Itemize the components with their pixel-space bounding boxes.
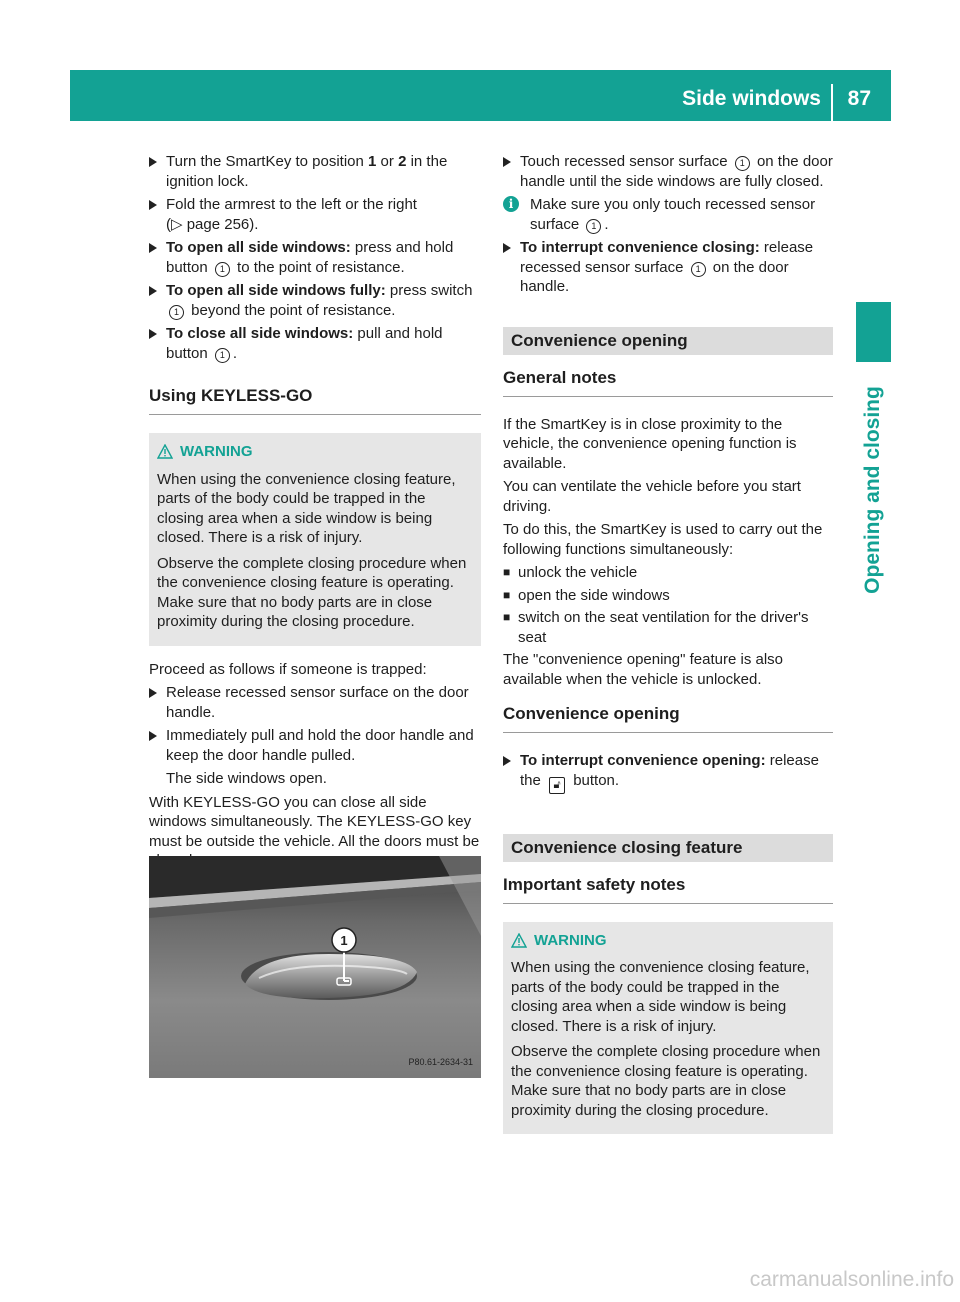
warning-triangle-icon bbox=[157, 444, 173, 459]
step-arrow-icon bbox=[149, 200, 157, 210]
step-turn-smartkey: Turn the SmartKey to position 1 or 2 in the ignition lock. bbox=[149, 152, 481, 191]
list-item: ■ open the side windows bbox=[503, 586, 670, 604]
callout-number-icon: 1 bbox=[691, 262, 706, 277]
right-column bbox=[503, 152, 833, 1148]
warning-heading: WARNING bbox=[157, 442, 473, 462]
paragraph: If the SmartKey is in close proximity to the vehicle, the convenience opening function is available. bbox=[503, 415, 797, 472]
step-open-windows-fully: To open all side windows fully: press switch 1 beyond the point of resistance. bbox=[149, 281, 481, 320]
step-pull-handle: Immediately pull and hold the door handle and keep the door handle pulled. bbox=[149, 726, 481, 765]
warning-heading: WARNING bbox=[511, 931, 825, 951]
step-touch-sensor: Touch recessed sensor surface 1 on the door handle until the side windows are fully closed. bbox=[503, 152, 833, 191]
step-interrupt-closing: To interrupt convenience closing: release recessed sensor surface 1 on the door handle. bbox=[503, 238, 833, 297]
heading-convenience-opening: Convenience opening bbox=[503, 703, 833, 733]
page-number: 87 bbox=[847, 87, 871, 110]
warning-text: When using the convenience closing feature, parts of the body could be trapped in the closing area when a side window is being closed. There is a risk of injury. bbox=[157, 470, 456, 546]
warning-triangle-icon bbox=[511, 933, 527, 948]
warning-box bbox=[503, 922, 833, 1135]
callout-number-icon: 1 bbox=[215, 262, 230, 277]
step-arrow-icon bbox=[149, 157, 157, 167]
door-handle-photo bbox=[149, 856, 481, 1078]
callout-number: 1 bbox=[340, 933, 348, 948]
paragraph: You can ventilate the vehicle before you start driving. bbox=[503, 478, 801, 515]
callout-number-icon: 1 bbox=[586, 219, 601, 234]
warning-text: Observe the complete closing procedure when the convenience closing feature is operating. Make sure that no body parts are in close proximity during the closing procedure. bbox=[511, 1043, 821, 1119]
section-title: Side windows bbox=[682, 87, 821, 110]
step-fold-armrest: Fold the armrest to the left or the right (▷ page 256). bbox=[149, 195, 481, 234]
heading-important-safety-notes: Important safety notes bbox=[503, 874, 833, 904]
callout-number-icon: 1 bbox=[215, 348, 230, 363]
header-divider bbox=[831, 84, 833, 121]
step-close-windows: To close all side windows: pull and hold button 1 . bbox=[149, 324, 481, 363]
header-bar bbox=[70, 70, 891, 121]
list-item: ■ unlock the vehicle bbox=[503, 564, 638, 581]
result-text: The side windows open. bbox=[166, 770, 327, 787]
chapter-label: Opening and closing bbox=[861, 386, 884, 594]
callout-number-icon: 1 bbox=[169, 305, 184, 320]
step-open-windows: To open all side windows: press and hold button 1 to the point of resistance. bbox=[149, 238, 481, 277]
step-arrow-icon bbox=[149, 286, 157, 296]
warning-box bbox=[149, 433, 481, 646]
step-arrow-icon bbox=[149, 329, 157, 339]
image-code: P80.61-2634-31 bbox=[408, 1057, 473, 1067]
paragraph: To do this, the SmartKey is used to carry out the following functions simultaneously: bbox=[503, 521, 823, 558]
step-interrupt-opening: To interrupt convenience opening: release the 🔓︎ button. bbox=[503, 751, 833, 794]
watermark-link[interactable]: carmanualsonline.info bbox=[749, 1268, 954, 1291]
section-convenience-opening: Convenience opening bbox=[503, 327, 833, 355]
step-arrow-icon bbox=[503, 243, 511, 253]
info-note: i Make sure you only touch recessed sensor surface 1 . bbox=[503, 195, 833, 234]
left-column bbox=[149, 152, 481, 875]
heading-general-notes: General notes bbox=[503, 367, 833, 397]
paragraph: The "convenience opening" feature is also available when the vehicle is unlocked. bbox=[503, 651, 783, 688]
step-release-sensor: Release recessed sensor surface on the door handle. bbox=[149, 683, 481, 722]
unlock-icon: 🔓︎ bbox=[549, 777, 565, 794]
page-reference-link[interactable]: (▷ page 256). bbox=[166, 215, 259, 233]
chapter-tab bbox=[856, 302, 891, 362]
step-arrow-icon bbox=[503, 756, 511, 766]
callout-number-icon: 1 bbox=[735, 156, 750, 171]
info-icon: i bbox=[503, 196, 519, 212]
list-item: ■ switch on the seat ventilation for the driver's seat bbox=[503, 609, 809, 646]
step-arrow-icon bbox=[503, 157, 511, 167]
section-convenience-closing: Convenience closing feature bbox=[503, 834, 833, 862]
step-arrow-icon bbox=[149, 731, 157, 741]
warning-text: Observe the complete closing procedure when the convenience closing feature is operating. Make sure that no body parts are in close proximity during the closing procedure. bbox=[157, 554, 467, 630]
heading-using-keyless-go: Using KEYLESS-GO bbox=[149, 385, 481, 415]
paragraph: Proceed as follows if someone is trapped: bbox=[149, 660, 427, 678]
step-arrow-icon bbox=[149, 243, 157, 253]
step-arrow-icon bbox=[149, 688, 157, 698]
paragraph: With KEYLESS-GO you can close all side windows simultaneously. The KEYLESS-GO key must be outside the vehicle. All the doors must be bbox=[149, 793, 480, 850]
warning-text: When using the convenience closing feature, parts of the body could be trapped in the closing area when a side window is being closed. There is a risk of injury. bbox=[511, 959, 810, 1035]
